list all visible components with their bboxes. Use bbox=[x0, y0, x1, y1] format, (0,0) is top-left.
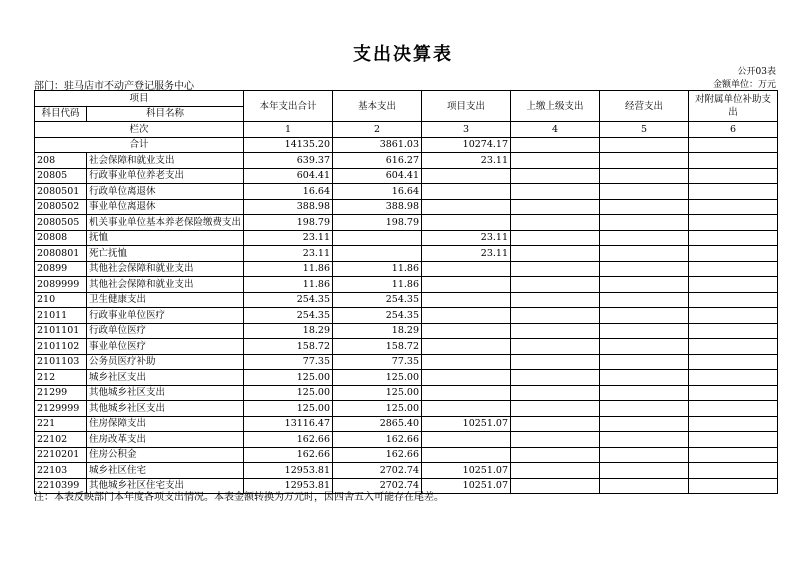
row-upper bbox=[511, 292, 600, 308]
table-row bbox=[35, 401, 778, 417]
row-upper bbox=[511, 401, 600, 417]
row-project bbox=[422, 370, 511, 386]
row-subsidy bbox=[689, 184, 778, 200]
row-subsidy bbox=[689, 230, 778, 246]
row-name: 其他城乡社区支出 bbox=[87, 401, 244, 417]
page-title: 支出决算表 bbox=[353, 44, 453, 65]
row-upper bbox=[511, 246, 600, 262]
row-total: 23.11 bbox=[244, 246, 333, 262]
table-row bbox=[35, 463, 778, 479]
row-project bbox=[422, 339, 511, 355]
table-row bbox=[35, 246, 778, 262]
row-subsidy bbox=[689, 277, 778, 293]
row-total: 604.41 bbox=[244, 168, 333, 184]
row-total: 11.86 bbox=[244, 261, 333, 277]
row-business bbox=[600, 339, 689, 355]
row-business bbox=[600, 385, 689, 401]
index-cell: 1 bbox=[244, 122, 333, 138]
header-upper: 上缴上级支出 bbox=[511, 91, 600, 122]
row-upper bbox=[511, 447, 600, 463]
row-basic: 616.27 bbox=[333, 153, 422, 169]
row-business bbox=[600, 370, 689, 386]
table-row bbox=[35, 354, 778, 370]
row-total: 12953.81 bbox=[244, 478, 333, 494]
row-total: 23.11 bbox=[244, 230, 333, 246]
index-cell: 2 bbox=[333, 122, 422, 138]
row-total: 13116.47 bbox=[244, 416, 333, 432]
row-business bbox=[600, 323, 689, 339]
row-business bbox=[600, 184, 689, 200]
row-basic: 2865.40 bbox=[333, 416, 422, 432]
row-project bbox=[422, 385, 511, 401]
row-subsidy bbox=[689, 308, 778, 324]
expenditure-table bbox=[34, 90, 778, 494]
row-subsidy bbox=[689, 199, 778, 215]
row-subsidy bbox=[689, 463, 778, 479]
row-basic: 11.86 bbox=[333, 277, 422, 293]
row-upper bbox=[511, 199, 600, 215]
row-business bbox=[600, 354, 689, 370]
row-business bbox=[600, 168, 689, 184]
row-name: 城乡社区支出 bbox=[87, 370, 244, 386]
row-subsidy bbox=[689, 416, 778, 432]
row-basic: 198.79 bbox=[333, 215, 422, 231]
row-upper bbox=[511, 184, 600, 200]
row-basic: 125.00 bbox=[333, 370, 422, 386]
total-subsidy bbox=[689, 137, 778, 153]
row-business bbox=[600, 215, 689, 231]
row-subsidy bbox=[689, 168, 778, 184]
row-project bbox=[422, 354, 511, 370]
row-basic: 11.86 bbox=[333, 261, 422, 277]
row-basic: 388.98 bbox=[333, 199, 422, 215]
row-business bbox=[600, 447, 689, 463]
row-code: 20808 bbox=[35, 230, 87, 246]
table-row bbox=[35, 184, 778, 200]
row-code: 2101103 bbox=[35, 354, 87, 370]
row-name: 其他城乡社区住宅支出 bbox=[87, 478, 244, 494]
row-code: 20899 bbox=[35, 261, 87, 277]
row-code: 2210201 bbox=[35, 447, 87, 463]
row-basic bbox=[333, 246, 422, 262]
row-basic: 162.66 bbox=[333, 432, 422, 448]
row-subsidy bbox=[689, 215, 778, 231]
row-total: 125.00 bbox=[244, 401, 333, 417]
row-code: 22103 bbox=[35, 463, 87, 479]
row-project: 10251.07 bbox=[422, 463, 511, 479]
table-row bbox=[35, 308, 778, 324]
row-business bbox=[600, 463, 689, 479]
row-project bbox=[422, 292, 511, 308]
row-name: 行政事业单位医疗 bbox=[87, 308, 244, 324]
row-project bbox=[422, 168, 511, 184]
header-business: 经营支出 bbox=[600, 91, 689, 122]
row-subsidy bbox=[689, 432, 778, 448]
row-project bbox=[422, 199, 511, 215]
row-name: 死亡抚恤 bbox=[87, 246, 244, 262]
row-subsidy bbox=[689, 153, 778, 169]
row-project bbox=[422, 215, 511, 231]
row-basic: 125.00 bbox=[333, 385, 422, 401]
row-name: 其他城乡社区支出 bbox=[87, 385, 244, 401]
row-subsidy bbox=[689, 385, 778, 401]
row-business bbox=[600, 416, 689, 432]
header-item: 项目 bbox=[35, 91, 244, 107]
row-total: 254.35 bbox=[244, 292, 333, 308]
index-cell: 4 bbox=[511, 122, 600, 138]
footnote: 注：本表反映部门本年度各项支出情况。本表金额转换为万元时，因四舍五入可能存在尾差。 bbox=[34, 492, 444, 503]
row-upper bbox=[511, 277, 600, 293]
row-business bbox=[600, 478, 689, 494]
header-name: 科目名称 bbox=[87, 106, 244, 122]
row-upper bbox=[511, 354, 600, 370]
row-business bbox=[600, 199, 689, 215]
row-basic bbox=[333, 230, 422, 246]
total-basic: 3861.03 bbox=[333, 137, 422, 153]
row-upper bbox=[511, 323, 600, 339]
row-project bbox=[422, 308, 511, 324]
row-project bbox=[422, 261, 511, 277]
row-code: 208 bbox=[35, 153, 87, 169]
row-basic: 254.35 bbox=[333, 292, 422, 308]
row-business bbox=[600, 153, 689, 169]
row-subsidy bbox=[689, 323, 778, 339]
row-upper bbox=[511, 168, 600, 184]
row-upper bbox=[511, 261, 600, 277]
row-name: 其他社会保障和就业支出 bbox=[87, 277, 244, 293]
unit-label: 金额单位：万元 bbox=[712, 80, 776, 90]
header-subsidy: 对附属单位补助支出 bbox=[689, 91, 778, 122]
row-project bbox=[422, 447, 511, 463]
row-name: 公务员医疗补助 bbox=[87, 354, 244, 370]
row-upper bbox=[511, 385, 600, 401]
row-code: 2080502 bbox=[35, 199, 87, 215]
total-project: 10274.17 bbox=[422, 137, 511, 153]
row-upper bbox=[511, 308, 600, 324]
row-basic: 254.35 bbox=[333, 308, 422, 324]
table-row bbox=[35, 153, 778, 169]
header-basic: 基本支出 bbox=[333, 91, 422, 122]
row-business bbox=[600, 230, 689, 246]
row-total: 388.98 bbox=[244, 199, 333, 215]
row-upper bbox=[511, 370, 600, 386]
row-code: 21299 bbox=[35, 385, 87, 401]
row-name: 行政单位医疗 bbox=[87, 323, 244, 339]
row-upper bbox=[511, 416, 600, 432]
total-business bbox=[600, 137, 689, 153]
row-name: 城乡社区住宅 bbox=[87, 463, 244, 479]
row-upper bbox=[511, 339, 600, 355]
row-upper bbox=[511, 463, 600, 479]
row-code: 2080801 bbox=[35, 246, 87, 262]
table-row bbox=[35, 339, 778, 355]
row-basic: 16.64 bbox=[333, 184, 422, 200]
row-code: 2089999 bbox=[35, 277, 87, 293]
row-total: 162.66 bbox=[244, 432, 333, 448]
row-basic: 125.00 bbox=[333, 401, 422, 417]
row-code: 221 bbox=[35, 416, 87, 432]
row-business bbox=[600, 277, 689, 293]
row-project: 23.11 bbox=[422, 230, 511, 246]
row-business bbox=[600, 292, 689, 308]
row-upper bbox=[511, 478, 600, 494]
row-name: 其他社会保障和就业支出 bbox=[87, 261, 244, 277]
row-subsidy bbox=[689, 447, 778, 463]
row-subsidy bbox=[689, 292, 778, 308]
table-row bbox=[35, 447, 778, 463]
row-subsidy bbox=[689, 478, 778, 494]
row-basic: 2702.74 bbox=[333, 478, 422, 494]
row-business bbox=[600, 261, 689, 277]
row-upper bbox=[511, 230, 600, 246]
row-code: 22102 bbox=[35, 432, 87, 448]
row-total: 158.72 bbox=[244, 339, 333, 355]
table-row bbox=[35, 370, 778, 386]
row-business bbox=[600, 401, 689, 417]
row-name: 住房公积金 bbox=[87, 447, 244, 463]
table-row bbox=[35, 215, 778, 231]
row-name: 抚恤 bbox=[87, 230, 244, 246]
row-name: 行政事业单位养老支出 bbox=[87, 168, 244, 184]
row-total: 198.79 bbox=[244, 215, 333, 231]
row-code: 21011 bbox=[35, 308, 87, 324]
row-total: 125.00 bbox=[244, 370, 333, 386]
index-cell: 5 bbox=[600, 122, 689, 138]
row-upper bbox=[511, 153, 600, 169]
header-total: 本年支出合计 bbox=[244, 91, 333, 122]
row-subsidy bbox=[689, 354, 778, 370]
row-basic: 604.41 bbox=[333, 168, 422, 184]
row-total: 12953.81 bbox=[244, 463, 333, 479]
index-row bbox=[35, 122, 778, 138]
row-name: 行政单位离退休 bbox=[87, 184, 244, 200]
header-project: 项目支出 bbox=[422, 91, 511, 122]
row-name: 事业单位医疗 bbox=[87, 339, 244, 355]
row-name: 事业单位离退休 bbox=[87, 199, 244, 215]
row-project bbox=[422, 401, 511, 417]
row-total: 16.64 bbox=[244, 184, 333, 200]
row-total: 162.66 bbox=[244, 447, 333, 463]
row-project bbox=[422, 184, 511, 200]
row-code: 20805 bbox=[35, 168, 87, 184]
table-row bbox=[35, 277, 778, 293]
row-basic: 2702.74 bbox=[333, 463, 422, 479]
row-code: 2129999 bbox=[35, 401, 87, 417]
row-business bbox=[600, 432, 689, 448]
index-label: 栏次 bbox=[35, 122, 244, 138]
row-total: 125.00 bbox=[244, 385, 333, 401]
total-upper bbox=[511, 137, 600, 153]
row-basic: 18.29 bbox=[333, 323, 422, 339]
index-cell: 6 bbox=[689, 122, 778, 138]
row-business bbox=[600, 308, 689, 324]
row-subsidy bbox=[689, 401, 778, 417]
row-basic: 77.35 bbox=[333, 354, 422, 370]
row-code: 2080505 bbox=[35, 215, 87, 231]
table-row bbox=[35, 385, 778, 401]
row-project bbox=[422, 277, 511, 293]
table-row bbox=[35, 432, 778, 448]
row-name: 住房改革支出 bbox=[87, 432, 244, 448]
row-total: 254.35 bbox=[244, 308, 333, 324]
table-row bbox=[35, 168, 778, 184]
row-project: 10251.07 bbox=[422, 478, 511, 494]
row-subsidy bbox=[689, 370, 778, 386]
table-row bbox=[35, 199, 778, 215]
row-total: 639.37 bbox=[244, 153, 333, 169]
row-project bbox=[422, 323, 511, 339]
table-row bbox=[35, 261, 778, 277]
row-code: 212 bbox=[35, 370, 87, 386]
row-project: 10251.07 bbox=[422, 416, 511, 432]
row-subsidy bbox=[689, 246, 778, 262]
row-code: 2101101 bbox=[35, 323, 87, 339]
table-row bbox=[35, 416, 778, 432]
table-row bbox=[35, 292, 778, 308]
row-subsidy bbox=[689, 339, 778, 355]
header-code: 科目代码 bbox=[35, 106, 87, 122]
row-name: 卫生健康支出 bbox=[87, 292, 244, 308]
row-name: 机关事业单位基本养老保险缴费支出 bbox=[87, 215, 244, 231]
row-code: 2080501 bbox=[35, 184, 87, 200]
department-label: 部门：驻马店市不动产登记服务中心 bbox=[34, 81, 194, 92]
table-row bbox=[35, 230, 778, 246]
total-label: 合计 bbox=[35, 137, 244, 153]
form-code: 公开03表 bbox=[737, 67, 776, 77]
row-upper bbox=[511, 215, 600, 231]
row-total: 11.86 bbox=[244, 277, 333, 293]
row-name: 社会保障和就业支出 bbox=[87, 153, 244, 169]
row-project: 23.11 bbox=[422, 246, 511, 262]
row-total: 18.29 bbox=[244, 323, 333, 339]
row-code: 2210399 bbox=[35, 478, 87, 494]
index-cell: 3 bbox=[422, 122, 511, 138]
row-basic: 158.72 bbox=[333, 339, 422, 355]
row-project bbox=[422, 432, 511, 448]
row-code: 2101102 bbox=[35, 339, 87, 355]
row-name: 住房保障支出 bbox=[87, 416, 244, 432]
row-project: 23.11 bbox=[422, 153, 511, 169]
row-code: 210 bbox=[35, 292, 87, 308]
row-subsidy bbox=[689, 261, 778, 277]
row-business bbox=[600, 246, 689, 262]
row-upper bbox=[511, 432, 600, 448]
row-basic: 162.66 bbox=[333, 447, 422, 463]
row-total: 77.35 bbox=[244, 354, 333, 370]
table-row bbox=[35, 323, 778, 339]
total-amount: 14135.20 bbox=[244, 137, 333, 153]
total-row bbox=[35, 137, 778, 153]
